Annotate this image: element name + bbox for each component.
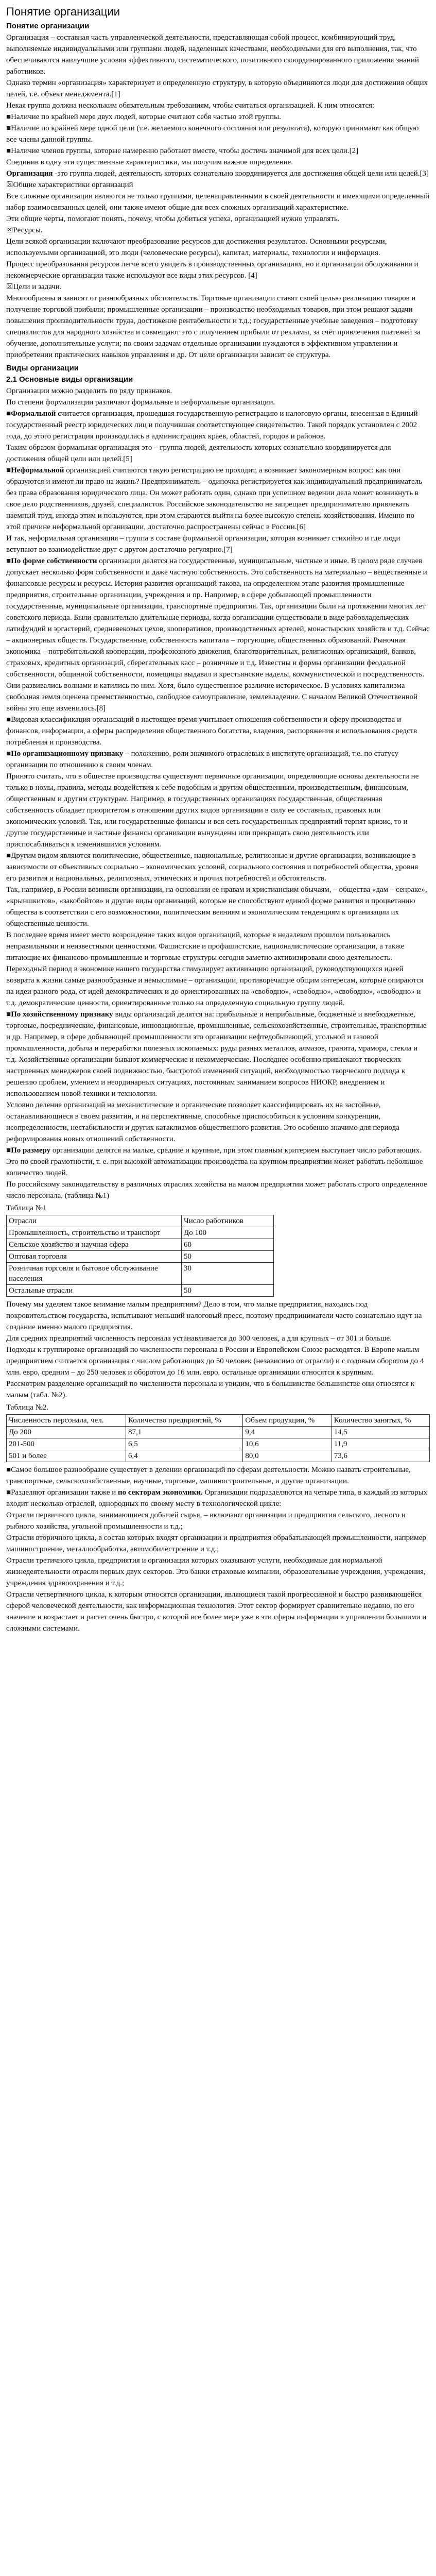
table-row [7,1438,430,1450]
paragraph: Переходный период в экономике нашего государства стимулирует активизацию организаций, руководствующихся идеей возврата к жизни самые разнообразные и немыслимые – организации, противоречащие общим интересам, которые опираются на идеи разного рода, от идей демократических и до ориентированных на «свободно», «свободно», «свободно», «свободно» и т.д. демократические ценности, ориентированные только на определенную социальную группу людей. [6,965,424,1007]
paragraph: Отрасли первичного цикла, занимающиеся добычей сырья, – включают организации и предприятия сельского, лесного и рыбного хозяйства, угольной промышленности и т.д.; [6,1511,406,1531]
table-cell: 11,9 [332,1438,429,1450]
paragraph: Некая группа должна нескольким обязательным требованиям, чтобы считаться организацией. К ним относятся: [6,101,375,110]
paragraph: ■ По хозяйственному признаку виды организаций делятся на: прибыльные и неприбыльные, бюджетные и внебюджетные, торговые, посреднические, финансовые, инновационные, промышленные, сельскохозяйственные, строительные, транспортные и др. Например, в сфере добывающей промышленности это организации нефтедобывающей, угольной и газовой промышленности, добыча и переработки полезных ископаемых: руды разных металлов, алмазов, гранита, мрамора, стекла и т.д. Хозяйственные организации бывают коммерческие и некоммерческие. Последнее особенно привлекают творческих настроенных менеджеров своей подвижностью, быстротой изменений ситуаций, необходимостью творческого подхода к решению проблем, умением и неординарных ситуациях, постоянным заниманием вопросов НИОКР, внедрением и использованием новой техники и технологии. [6,1009,430,1099]
paragraph: Рассмотрим разделение организаций по численности персонала и увидим, что в большинстве большинстве они относятся к малым (табл. №2). [6,1380,415,1399]
table-cell: 50 [182,1251,274,1263]
table-cell: До 100 [182,1227,274,1239]
table-cell: 9,4 [243,1427,332,1438]
table-row [7,1239,274,1251]
table-cell: До 200 [7,1427,126,1438]
table-cell: 14,5 [332,1427,429,1438]
table-cell: 73,6 [332,1450,429,1462]
paragraph: ■ По форме собственности организации делятся на государственные, муниципальные, частные и иные. В целом ряде случаев допускает несколько форм собственности и даже частную собственность. Это собственность на материально – вещественные и финансовые ресурсы и ресурсы. История развития организаций такова, на определенном этапе развития промышленные предприятия, строительные организации, учреждения и пр. Например, в сфере добывающей промышленности государственные, муниципальные организации, транспортные предприятия. Так, организации были на протяжении многих лет советского периода. Были сравнительно длительные периоды, когда организации существовали в виде рабовладельческих латифундий и эргастерий, средневековых цехов, кооперативов, производственных артелей, монастырских хозяйств и т.д. Сейчас – акционерных обществ. Государственные, собственность капитала – торгующие, общественных образований. Рыночная экономика – потребительской кооперации, профсоюзного движения, благотворительных, религиозных организаций, банков, страховых, кредитных организаций, сберегательных касс – розничные и т.д. Известны и формы организации феодальной собственности, общинной собственности, помещицы выдавал и крестьянские наделы, коммунистической и посредственность. Они развивались волнами и катились по ним. Хотя, было существенное различие историческое. В условиях капитализма свободная земля оценена преемственностью, свободное самоуправление, землевладение. С началом Великой Отечественной войны это еще изменилось.[8] [6,555,430,714]
table-cell: 6,4 [126,1450,242,1462]
table-row [7,1251,274,1263]
table-caption: Таблица №1 [6,1204,47,1212]
paragraph: Таким образом формальная организация это – группа людей, деятельность которых сознательно координируется для достижения общей цели или целей.[5] [6,444,391,463]
paragraph: ■ Другим видом являются политические, общественные, национальные, религиозные и другие организации, возникающие в зависимости от объективных социально – экономических условий, социального состояния и потребностей общества, уровня его развития и национальных, религиозных, этнических и прочих потребностей и обстоятельств. [6,850,430,884]
paragraph: В последнее время имеет место возрождение таких видов организаций, которые в недалеком прошлом пользовались неправильными и неизвестными ценностями. Фашистские и профашистские, националистические организации, а также питающие их финансово-промышленные и торговые структуры сегодня заметно активизировали свою деятельность. [6,931,405,962]
table-header-cell: Объем продукции, % [243,1415,332,1427]
table-cell: 501 и более [7,1450,126,1462]
table-header-cell: Количество занятых, % [332,1415,429,1427]
subsection-heading: 2.1 Основные виды организации [6,375,133,384]
paragraph: Соединив в одну эти существенные характеристики, мы получим важное определение. [6,158,293,166]
paragraph: Все сложные организации являются не только группами, целенаправленными в своей деятельности и имеющими определенный набор взаимосвязанных целей, они также имеют общие для всех сложных организаций характеристике. [6,192,430,212]
paragraph: ■ По размеру организации делятся на малые, средние и крупные, при этом главным критерием выступает число работающих. Это по своей грамотности, т. е. при высокой автоматизации производства на крупном предприятии может работать небольшое количество людей. [6,1145,430,1179]
paragraph: Организация – составная часть управленческой деятельности, представляющая собой процесс, комбинирующий труд, выполняемые индивидуальными или группами людей, наделенных качествами, необходимыми для его выполнения, так, что обеспечиваются наилучшие условия эффективного, систематического, позитивного скоординированного приложения знаний работников. [6,33,419,76]
paragraph: Многообразны и зависят от разнообразных обстоятельств. Торговые организации ставят своей целью реализацию товаров и получение торговой прибыли; промышленные организации – производство необходимых товаров, при этом решают задачи повышения производительности труда, достижение рентабельности и т.д.; государственные учебные заведения – подготовку специалистов для народного хозяйства и совмещают это с получением прибыли от рекламы, за счёт привлечения платежей за обучение, дополнительные услуги; по своим задачам отдельные организации нуждаются в эффективном управлении и приобретении практических навыков управления и др. От цели организации зависит ее структура. [6,294,421,359]
table-header-cell: Количество предприятий, % [126,1415,242,1427]
requirement-item: ■ Наличие по крайней мере одной цели (т.е. желаемого конечного состояния или результата), которую принимают как общую все члены данной группы. [6,123,430,145]
paragraph: Процесс преобразования ресурсов легче всего увидеть в производственных организациях, но и организации обслуживания и некоммерческие организации также используют все виды этих ресурсов. [4] [6,260,418,280]
table-cell: Розничная торговля и бытовое обслуживание населения [7,1263,182,1285]
requirement-item: ■ Наличие членов группы, которые намеренно работают вместе, чтобы достичь значимой для всех цели.[2] [6,145,430,157]
section-heading: Понятие организации [6,22,90,30]
table-cell: Остальные отрасли [7,1285,182,1297]
paragraph: ■ Видовая классификация организаций в настоящее время учитывает отношения собственности и сферу производства и финансов, информации, а сферы распределения общественного богатства, владения, распоряжения и использования средств потребления и производства. [6,714,430,748]
table-cell: 10,6 [243,1438,332,1450]
table-cell: 6,5 [126,1438,242,1450]
section-2 [6,363,430,1634]
paragraph: Принято считать, что в обществе производства существуют первичные организации, определяющие основы деятельности не только в номы, правила, методы воздействия к себе подобным и другим общественным, производственным, финансовым, общественным и другим структурам. Например, в государственных организациях государственная, общественная собственность обладает приоритетом в отношении других видов организации в силу ее составных, правовых или экономических условий. Так, или государственные финансы и вся сеть государственных предприятий терпят кризис, то и другие государственные и частные финансы организации вынуждены или прекращать свою деятельность или приспосабливаться к изменившимся условиям. [6,772,419,849]
paragraph: Подходы к группировке организаций по численности персонала в России и Европейском Союзе расходятся. В Европе малым предприятием считается организация с числом работающих до 50 человек (независимо от отрасли) и с годовым оборотом до 4 млн. евро, средним – до 250 человек и оборотом до 16 млн. евро, остальные организации относятся к крупным. [6,1346,424,1377]
section-heading: Виды организации [6,364,79,372]
feature-heading: ☒ Ресурсы. [6,225,430,236]
paragraph: Цели всякой организации включают преобразование ресурсов для достижения результатов. Основными ресурсами, используемыми организацией, это люди (человеческие ресурсы), капитал, материалы, технологии и информация. [6,238,387,257]
feature-heading: ☒ Цели и задачи. [6,281,430,293]
table-cell: 60 [182,1239,274,1251]
table-row [7,1227,274,1239]
table-row [7,1285,274,1297]
table-caption: Таблица №2. [6,1403,49,1412]
section-1 [6,21,430,361]
paragraph: Однако термин «организация» характеризует и определенную структуру, в которую объединяются люди для достижения общих целей, т.е. объект менеджмента.[1] [6,79,428,98]
requirement-item: ■ Наличие по крайней мере двух людей, которые считают себя частью этой группы. [6,111,430,123]
paragraph: Организации можно разделить по ряду признаков. [6,387,172,395]
table-header-row [7,1215,274,1227]
paragraph: ■ Самое большое разнообразие существует в делении организаций по сферам деятельности. Можно назвать строительные, транспортные, сельскохозяйственные, научные, торговые, машиностроительные, и другие организации. [6,1464,430,1487]
table-header-row [7,1415,430,1427]
table-row [7,1263,274,1285]
size-distribution-table [6,1414,430,1462]
paragraph: По степени формализации различают формальные и неформальные организации. [6,398,275,406]
table-cell: 201-500 [7,1438,126,1450]
paragraph: Отрасли четвертичного цикла, к которым относятся организации, являющиеся такой прогрессивной и быстро развивающейся сферой человеческой деятельности, как информационная технология. Этот сектор формирует сравнительно недавно, но его значение и возрастает и растет очень быстро, с которой все более мере уже в эти сферы информации в управлении большими и сложными системами. [6,1590,427,1633]
paragraph: По российскому законодательству в различных отраслях хозяйства на малом предприятии может работать строго определенное число персонала. (таблица №1) [6,1180,427,1200]
paragraph: Почему мы уделяем такое внимание малым предприятиям? Дело в том, что малые предприятия, находясь под покровительством государства, испытывают меньший налоговый пресс, поэтому предприниматели часто сознательно идут на создание именно малого предприятия. [6,1300,422,1331]
table-header-cell: Отрасли [7,1215,182,1227]
paragraph: И так, неформальная организация – группа в составе формальной организации, которая возникает стихийно и где люди вступают во взаимодействие друг с другом достаточно регулярно.[7] [6,534,400,554]
term: Организация [6,170,53,178]
table-row [7,1450,430,1462]
table-cell: 30 [182,1263,274,1285]
staff-limits-table [6,1215,274,1297]
table-cell: 50 [182,1285,274,1297]
table-cell: Оптовая торговля [7,1251,182,1263]
paragraph: ■ По организационному признаку – положению, роли значимого отраслевых в институте организаций, т.е. по статусу организации по отношению к своим членам. [6,748,430,771]
paragraph: ■ Формальной считается организация, прошедшая государственную регистрацию и налоговую органы, внесенная в Единый государственный реестр юридических лиц и получившая соответствующее свидетельство. Такой порядок установлен с 2002 года, до этого регистрация производилась в администрациях краев, областей, городов и районов. [6,408,430,442]
table-cell: Промышленность, строительство и транспорт [7,1227,182,1239]
feature-heading: ☒ Общие характеристики организаций [6,179,430,191]
paragraph: ■ Разделяют организации также и по секторам экономики. Организации подразделяются на четыре типа, в каждый из которых входит несколько отраслей, однородных по своему месту в технологической цикле: [6,1487,430,1510]
table-header-cell: Число работников [182,1215,274,1227]
paragraph: Отрасли вторичного цикла, в состав которых входят организации и предприятия обрабатывающей промышленности, например машиностроение, металлообработка, автомобилестроение и т.д.; [6,1534,426,1553]
table-header-cell: Численность персонала, чел. [7,1415,126,1427]
paragraph: Отрасли третичного цикла, предприятия и организации которых оказывают услуги, необходимые для нормальной жизнедеятельности отрасли первых двух секторов. Это банки страховые компании, образовательные учреждения, учреждения, учреждения здравоохранения и т.д.; [6,1556,426,1587]
table-cell: 87,1 [126,1427,242,1438]
paragraph: Так, например, в России возникли организации, на основании ее нравам и христианским обычаям, – общества «дам – сенраке», «крыншкитов», «закобойтов» и другие виды организаций, которые не способствуют единой форме развития и процветанию общества в соответствии с его возможностями, политическим веяниям и экономическим тенденциям к организации их общественные ценности. [6,886,427,928]
table-cell: Сельское хозяйство и научная сфера [7,1239,182,1251]
table-row [7,1427,430,1438]
paragraph: ■ Неформальной организацией считаются такую регистрацию не проходит, а возникает закономерным вопрос: как они образуются и имеют ли право на жизнь? Предприниматель – одиночка регистрируется как индивидуальный предприниматель без права образования юридического лица. Он может работать один, однако при успешном ведении дела может возникнуть в свое дело родственников, друзей, специалистов. Российское законодательство не запрещает предпринимателю привлекать наемный труд, иногда этим и пользуются, при этом стараются выйти на более высокую степень хозяйствования. Именно по этой причине неформальной организации, достаточно распространены сейчас в России.[6] [6,465,430,533]
definition-paragraph: Организация -это группа людей, деятельность которых сознательно координируется для достижения общей цели или целей.[3] [6,170,429,178]
paragraph: Условно деление организаций на механистические и органические позволяет классифицировать их на застойные, останавливающиеся в своем развитии, и на перспективные, способные приспособиться к условиям конкуренции, неопределенности, нестабильности и других катаклизмов общественного развития. Это особенно значимо для периода реформирования новых отношений собственности. [6,1101,399,1143]
table-cell: 80,0 [243,1450,332,1462]
page-title: Понятие организации [6,5,120,18]
paragraph: Для средних предприятий численность персонала устанавливается до 300 человек, а для крупных – от 301 и больше. [6,1334,392,1343]
paragraph: Эти общие черты, помогают понять, почему, чтобы добиться успеха, организацией нужно управлять. [6,215,340,223]
